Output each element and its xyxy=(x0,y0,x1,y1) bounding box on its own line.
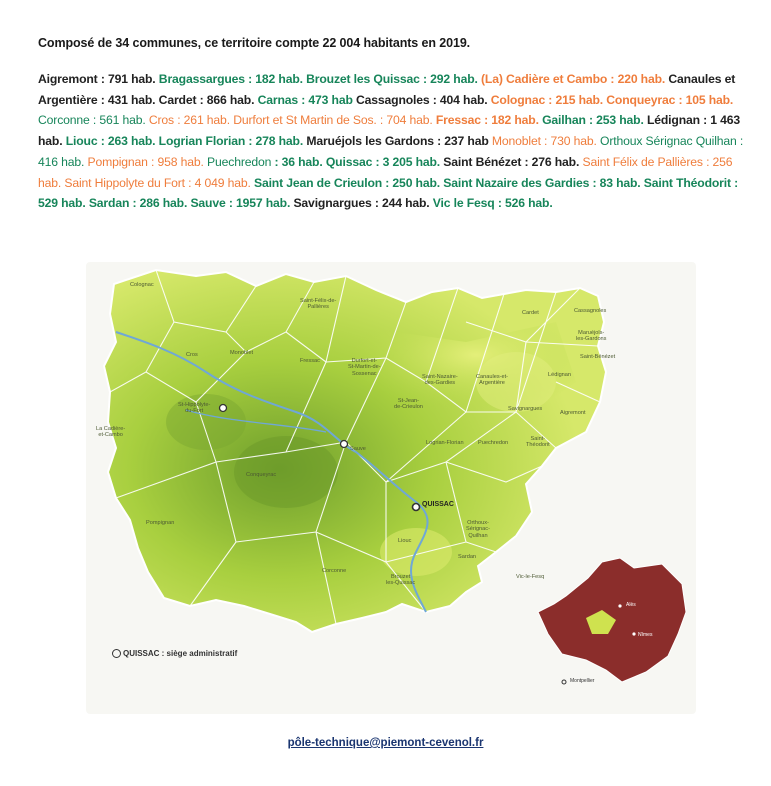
commune-entry: Brouzet les Quissac : 292 hab. xyxy=(306,72,478,86)
commune-entry: Fressac : 182 hab. xyxy=(435,113,539,128)
map-label-brouzet: Brouzet les-Quissac xyxy=(386,574,416,587)
commune-entry: Liouc : 263 hab. xyxy=(65,134,156,149)
map-label-colognac: Colognac xyxy=(130,282,154,288)
commune-entry: Cros : 261 hab. xyxy=(148,113,230,128)
commune-entry: Logrian Florian : 278 hab. xyxy=(158,134,304,149)
commune-entry: Gailhan : 253 hab. xyxy=(542,113,644,128)
commune-entry: Orthoux Sérignac Quilhan : 416 hab. xyxy=(38,134,744,169)
commune-entry: Cassagnoles : 404 hab. xyxy=(356,92,488,107)
commune-entry: Saint Théodorit : 529 hab. xyxy=(38,175,739,211)
map-label-la-cadiere: La Cadière- et-Cambo xyxy=(96,426,126,439)
commune-entry: Quissac : 3 205 hab. xyxy=(325,154,441,169)
map-label-sauve: Sauve xyxy=(350,446,366,452)
map-label-aigremont: Aigremont xyxy=(560,410,586,416)
commune-entry: Sardan : 286 hab. xyxy=(88,196,188,211)
map-label-cros: Cros xyxy=(186,352,198,358)
inset-label-nimes: Nîmes xyxy=(638,632,653,638)
commune-entry: Aigremont : 791 hab. xyxy=(38,72,156,86)
legend-ring-icon xyxy=(112,649,121,658)
commune-entry: Monoblet : 730 hab. xyxy=(491,134,597,149)
map-label-pompignan: Pompignan xyxy=(146,520,175,526)
map-label-corconne: Corconne xyxy=(322,568,347,574)
map-label-savignargues: Savignargues xyxy=(508,406,543,412)
commune-entry: (La) Cadière et Cambo : 220 hab. xyxy=(480,72,666,86)
map-label-cardet: Cardet xyxy=(522,310,539,316)
inset-label-montpellier: Montpellier xyxy=(570,678,595,684)
territory-map xyxy=(86,262,696,714)
map-label-cassagnoles: Cassagnoles xyxy=(574,308,607,314)
map-label-st-theodorit: Saint- Théodorit xyxy=(526,436,550,449)
map-label-orthoux: Orthoux- Sérignac- Quilhan xyxy=(466,520,490,539)
commune-entry: Bragassargues : 182 hab. xyxy=(158,72,303,86)
commune-entry: Saint Félix de Pallières : 256 hab. xyxy=(38,154,733,190)
map-label-puechredon: Puechredon xyxy=(478,440,509,446)
map-label-durfort: Durfort-et- St-Martin-de- Sossenac xyxy=(348,358,381,377)
commune-entry: Savignargues : 244 hab. xyxy=(293,196,430,211)
commune-entry: Conqueyrac : 105 hab. xyxy=(606,92,734,107)
map-label-st-jean: St-Jean- de-Crieulon xyxy=(394,398,423,411)
commune-entry: Saint Hippolyte du Fort : 4 049 hab. xyxy=(64,175,251,190)
commune-entry: Puechredon xyxy=(207,154,272,169)
map-label-canaules: Canaules-et- Argentière xyxy=(476,374,509,387)
map-label-liouc: Liouc xyxy=(398,538,412,544)
map-label-vic-le-fesq: Vic-le-Fesq xyxy=(516,574,545,580)
town-marker-st-hippolyte xyxy=(220,405,227,412)
map-label-saint-felix: Saint-Félix-de- Pallières xyxy=(300,298,337,311)
map-label-quissac: QUISSAC xyxy=(422,501,454,508)
map-label-monoblet: Monoblet xyxy=(230,350,254,356)
commune-entry: Saint Nazaire des Gardies : 83 hab. xyxy=(443,175,641,190)
map-label-st-hippolyte: St-Hippolyte- du-Fort xyxy=(178,402,211,415)
intro-text: Composé de 34 communes, ce territoire compte 22 004 habitants en 2019. xyxy=(38,36,471,50)
map-label-logrian: Logrian-Florian xyxy=(426,440,464,446)
commune-entry: Vic le Fesq : 526 hab. xyxy=(432,196,553,211)
inset-department-map xyxy=(538,558,686,684)
contact-email-link[interactable]: pôle-technique@piemont-cevenol.fr xyxy=(287,737,484,749)
commune-entry: Maruéjols les Gardons : 237 hab xyxy=(306,134,489,149)
inset-label-ales: Alès xyxy=(626,602,636,608)
commune-entry: Carnas : 473 hab xyxy=(257,92,353,107)
map-label-st-nazaire: Saint-Nazaire- des-Gardies xyxy=(422,374,458,387)
commune-entry: Canaules et Argentière : 431 hab. xyxy=(38,72,736,107)
map-label-fressac: Fressac xyxy=(300,358,320,364)
commune-entry: Lédignan : 1 463 hab. xyxy=(38,113,741,149)
map-legend xyxy=(112,649,237,658)
commune-entry: Sauve : 1957 hab. xyxy=(190,196,291,211)
town-marker-quissac xyxy=(413,504,420,511)
map-label-conqueyrac: Conqueyrac xyxy=(246,472,277,478)
commune-entry: Saint Jean de Crieulon : 250 hab. xyxy=(253,175,441,190)
commune-entry: Colognac : 215 hab. xyxy=(490,92,604,107)
commune-entry: Corconne : 561 hab. xyxy=(38,113,146,128)
map-label-ledignan: Lédignan xyxy=(548,372,572,378)
communes-list xyxy=(38,69,748,214)
commune-entry: Saint Bénézet : 276 hab. xyxy=(443,154,580,169)
map-label-sardan: Sardan xyxy=(458,554,477,560)
map-label-st-benezet: Saint-Bénézet xyxy=(580,354,616,360)
legend-text: QUISSAC : siège administratif xyxy=(123,649,238,658)
map-label-maruejols: Maruéjols- les-Gardons xyxy=(576,330,607,343)
commune-entry: Durfort et St Martin de Sos. : 704 hab. xyxy=(233,113,433,128)
commune-entry: : 36 hab. xyxy=(274,154,323,169)
commune-entry: Pompignan : 958 hab. xyxy=(87,154,204,169)
commune-entry: Cardet : 866 hab. xyxy=(158,92,255,107)
town-marker-sauve xyxy=(341,441,348,448)
